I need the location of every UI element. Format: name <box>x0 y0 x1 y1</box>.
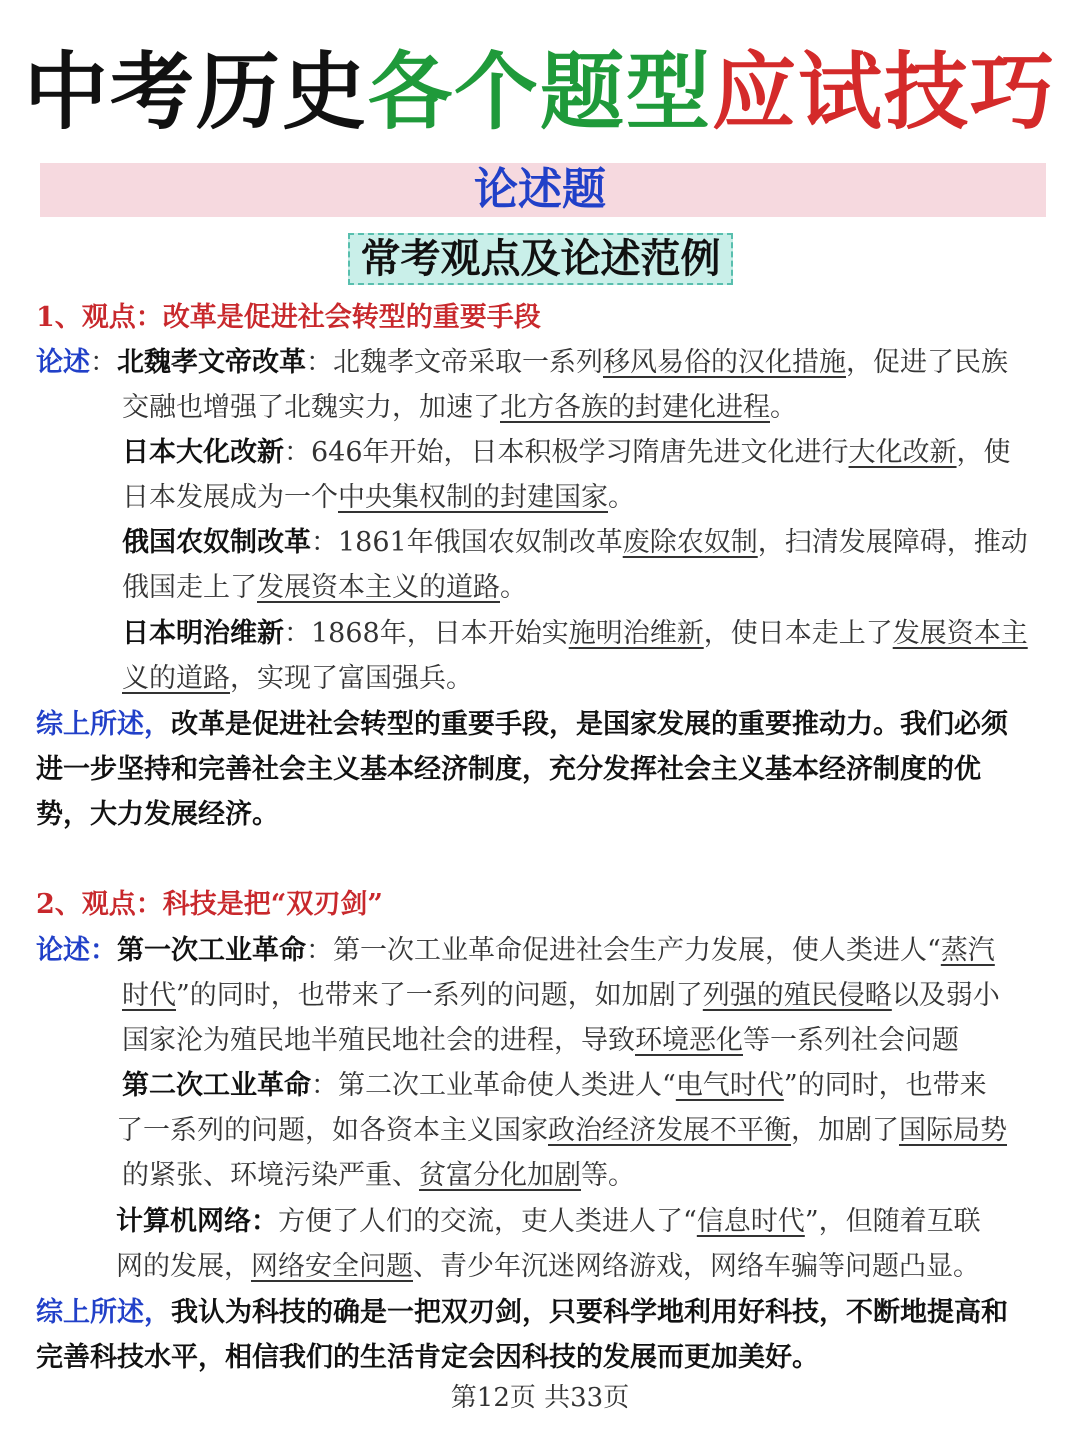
title-part-red: 应试技巧 <box>712 43 1057 141</box>
key-term: 电气时代 <box>675 1070 784 1101</box>
point1-conclusion-line3: 势，大力发展经济。 <box>36 799 279 830</box>
revolution-name: 第一次工业革命 <box>117 935 306 966</box>
point2-item1-line1: 论述：第一次工业革命：第一次工业革命促进社会生产力发展，使人类进人“蒸汽 <box>36 935 995 966</box>
point2-item1-line2: 时代”的同时，也带来了一系列的问题，如加剧了列强的殖民侵略以及弱小 <box>122 980 1000 1011</box>
page-number: 第12页 共33页 <box>450 1383 630 1413</box>
key-term: 施明治维新 <box>568 618 704 649</box>
key-term: 信息时代 <box>696 1206 805 1237</box>
point2-item2-line1: 第二次工业革命：第二次工业革命使人类进人“电气时代”的同时，也带来 <box>122 1070 987 1101</box>
key-term: 贫富分化加剧 <box>419 1160 581 1191</box>
key-term: 列强的殖民侵略 <box>702 980 892 1011</box>
point2-item3-line1: 计算机网络：方便了人们的交流，吏人类进人了“信息时代”，但随着互联 <box>116 1206 981 1237</box>
point1-item4-line1: 日本明治维新：1868年，日本开始实施明治维新，使日本走上了发展资本主 <box>122 618 1028 649</box>
point1-item2-line1: 日本大化改新：646年开始，日本积极学习隋唐先进文化进行大化改新，使 <box>122 437 1011 468</box>
reform-name: 日本大化改新 <box>122 437 284 468</box>
point2-heading: 2、观点：科技是把“双刃剑” <box>36 889 383 920</box>
reform-name: 日本明治维新 <box>122 618 284 649</box>
key-term: 蒸汽 <box>940 935 995 966</box>
key-term: 废除农奴制 <box>622 527 758 558</box>
network-name: 计算机网络： <box>116 1206 278 1237</box>
key-term: 网络安全问题 <box>251 1251 413 1282</box>
revolution-name: 第二次工业革命 <box>122 1070 311 1101</box>
key-term: 移风易俗的汉化措施 <box>603 347 846 378</box>
reform-name: 俄国农奴制改革 <box>122 527 311 558</box>
key-term: 环境恶化 <box>635 1025 743 1056</box>
point1-item3-line1: 俄国农奴制改革：1861年俄国农奴制改革废除农奴制，扫清发展障碍，推动 <box>122 527 1028 558</box>
conclusion-lead: 综上所述， <box>36 709 171 740</box>
point2-conclusion-line2: 完善科技水平，相信我们的生活肯定会因科技的发展而更加美好。 <box>36 1342 819 1373</box>
reform-name: 北魏孝文帝改革 <box>117 347 306 378</box>
key-term: 北方各族的封建化进程 <box>500 392 770 423</box>
point1-item4-line2: 义的道路，实现了富国强兵。 <box>122 663 473 694</box>
point1-conclusion-line1: 综上所述，改革是促进社会转型的重要手段，是国家发展的重要推动力。我们必须 <box>36 709 1008 740</box>
point1-item2-line2: 日本发展成为一个中央集权制的封建国家。 <box>122 482 635 513</box>
point2-conclusion-line1: 综上所述，我认为科技的确是一把双刃剑，只要科学地利用好科技，不断地提高和 <box>36 1297 1008 1328</box>
conclusion-lead: 综上所述， <box>36 1297 171 1328</box>
key-term: 大化改新 <box>848 437 957 468</box>
key-term: 时代 <box>122 980 176 1011</box>
point1-item3-line2: 俄国走上了发展资本主义的道路。 <box>122 572 527 603</box>
point2-item2-line2: 了一系列的问题，如各资本主义国家政治经济发展不平衡，加剧了国际局势 <box>116 1115 1007 1146</box>
key-term: 义的道路 <box>122 663 230 694</box>
point1-heading: 1、观点：改革是促进社会转型的重要手段 <box>36 302 541 333</box>
point1-conclusion-line2: 进一步坚持和完善社会主义基本经济制度，充分发挥社会主义基本经济制度的优 <box>36 754 981 785</box>
key-term: 发展资本主义的道路 <box>257 572 500 603</box>
key-term: 中央集权制的封建国家 <box>338 482 608 513</box>
point1-label: 论述 <box>36 347 90 378</box>
point2-item1-line3: 国家沦为殖民地半殖民地社会的进程，导致环境恶化等一系列社会问题 <box>122 1025 959 1056</box>
title-part-black: 中考历史 <box>23 43 368 141</box>
point2-label: 论述： <box>36 935 117 966</box>
key-term: 发展资本主 <box>892 618 1028 649</box>
subtitle: 常考观点及论述范例 <box>348 233 733 285</box>
title-part-green: 各个题型 <box>367 43 712 141</box>
key-term: 政治经济发展不平衡 <box>548 1115 791 1146</box>
point1-item1-line1: 论述：北魏孝文帝改革：北魏孝文帝采取一系列移风易俗的汉化措施，促进了民族 <box>36 347 1008 378</box>
point2-item2-line3: 的紧张、环境污染严重、贫富分化加剧等。 <box>122 1160 635 1191</box>
point1-item1-line2: 交融也增强了北魏实力，加速了北方各族的封建化进程。 <box>122 392 797 423</box>
key-term: 国际局势 <box>899 1115 1007 1146</box>
section-label: 论述题 <box>474 164 606 215</box>
point2-item3-line2: 网的发展，网络安全问题、青少年沉迷网络游戏，网络车骗等问题凸显。 <box>116 1251 980 1282</box>
page-title <box>0 42 1080 142</box>
